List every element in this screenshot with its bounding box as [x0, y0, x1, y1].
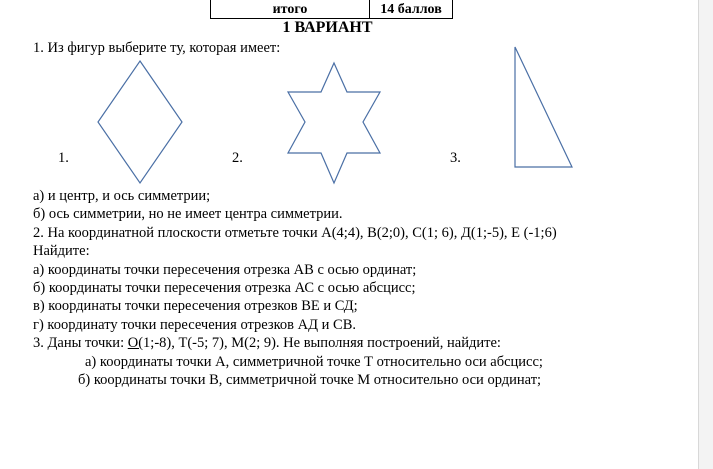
- task1-option-a: а) и центр, и ось симметрии;: [33, 188, 211, 204]
- task2-item-d: г) координату точки пересечения отрезков АД и СВ.: [33, 317, 356, 333]
- rhombus-figure: [98, 61, 182, 183]
- task3-item-b: б) координаты точки В, симметричной точке М относительно оси ординат;: [78, 372, 542, 388]
- task2-find: Найдите:: [33, 243, 90, 259]
- task2-item-b: б) координаты точки пересечения отрезка АС с осью абсцисс;: [33, 280, 416, 296]
- task1-question: 1. Из фигур выберите ту, которая имеет:: [33, 40, 281, 56]
- task1-option-b: б) ось симметрии, но не имеет центра симметрии.: [33, 206, 343, 222]
- figure-label-1: 1.: [58, 150, 69, 166]
- figure-label-3: 3.: [450, 150, 461, 166]
- task2-item-c: в) координаты точки пересечения отрезков ВЕ и СД;: [33, 298, 358, 314]
- figure-label-2: 2.: [232, 150, 243, 166]
- task2-statement: 2. На координатной плоскости отметьте точки А(4;4), В(2;0), С(1; 6), Д(1;-5), Е (-1;6): [33, 225, 557, 241]
- variant-title: 1 ВАРИАНТ: [282, 19, 373, 36]
- task3-point-o: О(: [127, 335, 144, 351]
- task3-item-a: а) координаты точки А, симметричной точке Т относительно оси абсцисс;: [85, 354, 543, 370]
- points-cell: 14 баллов: [370, 0, 453, 19]
- total-label: итого: [211, 0, 370, 19]
- task3-rest: 1;-8), Т(-5; 7), М(2; 9). Не выполняя построений, найдите:: [143, 335, 501, 351]
- task3-lead: 3. Даны точки:: [33, 335, 128, 351]
- right-triangle-figure: [515, 47, 572, 167]
- hexagram-figure: [288, 63, 380, 183]
- task2-item-a: а) координаты точки пересечения отрезка АВ с осью ординат;: [33, 262, 417, 278]
- figures-area: [0, 0, 713, 200]
- task3-statement: [33, 334, 501, 352]
